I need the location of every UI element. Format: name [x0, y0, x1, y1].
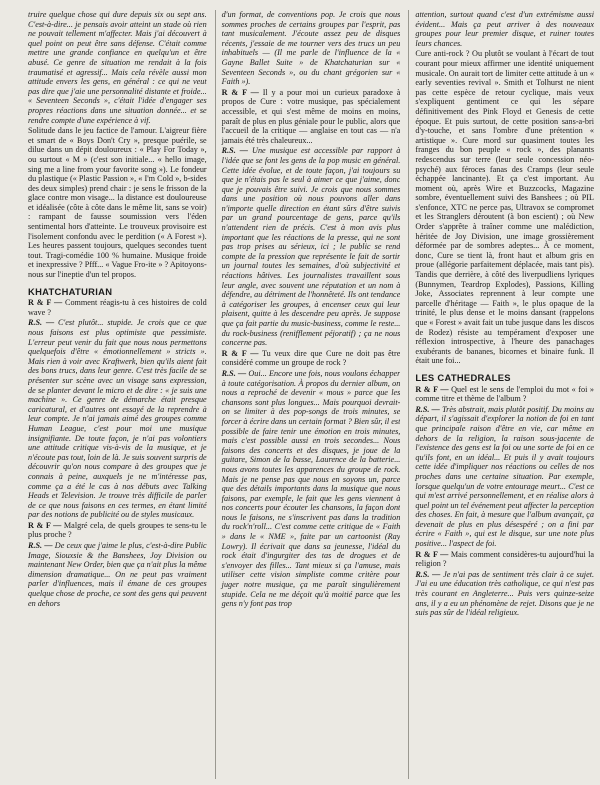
speaker-label: R & F — — [415, 384, 449, 394]
section-heading: LES CATHEDRALES — [415, 371, 511, 383]
answer — [28, 318, 207, 519]
speaker-label: R.S. — — [221, 368, 247, 378]
paragraph: d'un format, de conventions pop. Je crois que nous sommes proches de certains groupes par l'esprit, pas tant musicalement. J'écoute assez peu de disques récents, j'essaie de me tourner vers des trucs un peu inhabituels — (Il me parle de l'influence de la « Gayne Ballet Suite » de Khatchaturian sur « Seventeen Seconds », ou du chant grégorien sur « Faith »). — [221, 10, 401, 87]
answer — [222, 146, 401, 347]
column-1 — [28, 10, 207, 779]
answer — [415, 570, 594, 618]
column-3 — [408, 10, 594, 779]
answer — [28, 541, 207, 608]
speaker-label: R & F — — [221, 87, 259, 97]
question — [415, 550, 594, 569]
answer-text: C'est plutôt... stupide. Je crois que ce que nous faisons est plus optimiste que pessimiste. L'erreur peut venir du fait que nous nous permettons quelquefois d'être « émotionnellement » stricts ». Mais rien à voir avec Kraftwerk, bien qu'ils aient fait des bons trucs, dans leur genre. C'est très facile de se présenter sur scène avec un visage sans expression, de se planter devant le micro et de dire : « je suis une machine ». Ce genre de démarche était presque caricatural, et d'autres ont essayé de la reprendre à leur compte. Je n'ai jamais aimé des groupes comme Human League, c'est pour moi une musique insignifiante. De toute façon, je n'ai pas volontiers une attitude critique vis-à-vis de la musique, et je n'écoute pas tout, loin de là. Je suis souvent surpris de découvrir qu'on nous compare à des groupes que je connais à peine, auxquels je ne m'intéresse pas, comme ça a été le cas à nos débuts avec Talking Heads et Television. Je trouve très difficile de parler de ce que nous faisons en ces termes, en étant limité par des notions de publicité ou de styles musicaux. — [28, 318, 207, 520]
answer — [222, 369, 401, 609]
answer-text: De ceux que j'aime le plus, c'est-à-dire Public Image, Siouxsie & the Banshees, Joy Division ou maintenant New Order, bien que ça n'ait plus la même dimension dramatique... On ne peut pas vraiment parler d'influences, mais il émane de ces groupes quelque chose de proche, ce sont des gens qui peuvent en dehors — [28, 541, 207, 608]
answer-text: Une musique est accessible par rapport à l'idée que se font les gens de la pop music en général. Cette idée évolue, et de toute façon, j'ai toujours su que je n'étais pas le seul à aimer ce que j'aime, donc que je pouvais être suivi. Je crois que nous sommes dans une position où nous pouvons aller dans n'importe quelle direction en étant sûrs d'être suivis par un grand pourcentage de gens, parce qu'ils n'attendent rien de précis. C'est à mon avis plus important que les réactions de la presse, qui ne sont pas trop prises au sérieux, ici ; le public se rend compte de la pression que représente le fait de sortir un journal toutes les semaines, d'où subjectivité et réactions hâtives. Les journalistes travaillent sous leur angle, avec souvent une réputation et un nom à défendre, au détriment de l'honnêteté. Ils ont tendance à catégoriser les groupes, à encenser ceux qui leur plaisent, quitte à les descendre peu après. Je suppose que ça fait partie du music-business, comme le reste... du rock-business (renifflement péjoratif) ; ça ne nous concerne pas. — [221, 146, 401, 348]
answer — [415, 405, 594, 549]
paragraph: truire quelque chose qui dure depuis six ou sept ans. C'est-à-dire... je pensais avoir atteint un stade où rien ne pouvait tellement m'affecter. Mais j'ai découvert à quel point on peut être sans défense. C'était comme mettre une grande confiance en quelqu'un et être abusé. Ce genre de situation me rendait à la fois traumatisé et agressif... Mais cela révèle aussi mon attitude envers les gens, en général : ce qui ne veut pas dire que j'aie une personnalité distante et froide... « Seventeen Seconds », c'était l'idée d'engager ses propres réactions dans une situation donnée... et se rendre compte d'une expérience à vif. — [28, 10, 207, 125]
speaker-label: R & F — — [28, 298, 63, 308]
question — [222, 88, 401, 146]
answer-text: Très abstrait, mais plutôt positif. Du moins au départ, il s'agissait d'explorer la notion de foi en tant que principale raison d'être en vie, car même en dehors de la religion, la raison sous-jacente de l'existence des gens est la foi ou une sorte de foi en ce qu'ils font, en un idéal... Et puis il y avait toujours cette idée d'impliquer nos réactions ou celles de nos proches dans une certaine situation. Par exemple, lorsque quelqu'un de votre entourage meurt... C'est ce qui m'est arrivé personnellement, et en réalise alors à quel point un tel événement peut affecter la perception des choses. En fait, à mesure que l'album avançait, ça devenait de plus en plus désespéré ; on a fini par écrire « Faith », qui est le disque, sur une note plus positive... l'aspect de foi. — [415, 404, 595, 549]
paragraph: Solitude dans le jeu factice de l'amour. L'aigreur fière et smart de « Boys Don't Cry », presque puérile, se dilue dans un dépit douloureux : « Play For Today », ou surtout « M » (c'est son initiale... « hello image, sing me a line from your favorite song »). Le fondeur du plastique (« Plastic Passion », « I'm Cold », b-sides des deux simples) prend chair : je sens le frisson de la glace contre mon visage... la distance est douloureuse et idéalisée (côte à côte dans le même lit, sans se voir) : rampant de fausse soumission vers l'éden sentimental hors d'atteinte. Le trouveux provisoire est l'isolement confondu avec le perdition (« A Forest »). Les heures passent toujours, quelques secondes tuent tout. Tragi-comédie 100 % humaine. Musique froide et inexpressive ? Pfff... « Vague Fro-ite » ? Apitoyons-nous sur l'ineptie d'un tel propos. — [28, 126, 207, 280]
paragraph-text: anti-rock ? Ou plutôt se voulant à l'écart de tout courant pour mieux affirmer une identité uniquement musicale. On aurait tort de limiter cette attitude à un « early seventies revival ». Smith et Tolhurst ne nient pas cette espèce de retour cyclique, mais veux s'expliquent gentiment ce qui les sépare définitivement des Pink Floyd et Genesis de cette époque. Et puis surtout, de cette position sans-a-bri d'y-touche, et sans l'ombre d'une prétention « artistique ». Cure mord sur quasiment toutes les franges du bon peuple « rock », des planants redescendus sur terre (leur seule concession néo-psyché) aux féroces fanas des Cramps (leur seule échappée lancinante). Et ça c'est important. Au moment où, après Wire et Buzzcocks, Magazine sombre, éventuellement suivi des Banshees ; où PIL s'enfonce, XTC ne perce pas, Ultravox se compromet et les Stranglers déroutent (à bon escient) ; où New Order s'apprête à traîner comme une malédiction, héritée de Joy Division, une image grossièrement déformée par de sombres adeptes... À ce moment, donc, Cure se tient là, front haut et album gris en proue (allégorie parfaitement déplacée, mais tant pis). Tandis que derrière, à côté des liverpudliens lyriques (Bunnymen, Teardrop Explodes), Passions, Killing Joke, Associates reprennent à leur compte une parcelle d'héritage — Faith », le plus opaque de la trinité, le plus dense et le moins dansant (rappelons que « Forest » avait fait un tube jusque dans les discos de Rodez) résiste au tempérament d'exposer une réflexion introspective, à l'heure des panachages exubérants de bananes, bicornes et binaire funk. Il était une foi... — [415, 49, 595, 366]
paragraph: attention, surtout quand c'est d'un extrémisme aussi évident... Mais ça peut arriver à des nouveaux groupes pour leur premier disque, et ruiner toutes leurs chances. — [415, 10, 595, 48]
speaker-label: R.S. — — [28, 318, 55, 328]
question-text: Il y a pour moi un curieux paradoxe à propos de Cure : votre musique, pas spécialement accessible, et qui s'est même de moins en moins, paraît de plus en plus géniale pour le public, alors que l'accueil de la critique — anglaise en tout cas — n'a jamais été très chaleureux... — [221, 87, 401, 145]
answer-text: Je n'ai pas de sentiment très clair à ce sujet. J'ai eu une éducation très catholique, ce qui n'est pas très courant en Angleterre... Puis vers quinze-seize ans, il y a eu un phénomène de rejet. Disons que je ne suis pas sûr de l'idéal religieux. — [415, 569, 595, 618]
lead-word: Cure — [415, 49, 432, 59]
speaker-label: R & F — — [28, 520, 62, 530]
question — [415, 385, 594, 404]
speaker-label: R.S. — — [415, 404, 440, 414]
question-text: Quel est le sens de l'emploi du mot « foi » comme titre et thème de l'album ? — [415, 384, 595, 404]
question-text: Malgré cela, de quels groupes te sens-tu le plus proche ? — [28, 520, 207, 540]
question-text: Comment réagis-tu à ces histoires de cold wave ? — [28, 298, 207, 317]
speaker-label: R.S. — — [28, 541, 53, 551]
text-columns — [28, 10, 594, 779]
speaker-label: R & F — — [415, 549, 449, 559]
column-2 — [215, 10, 401, 779]
question-text: Tu veux dire que Cure ne doit pas être considéré comme un groupe de rock ? — [221, 348, 401, 368]
answer-text: Oui... Encore une fois, nous voulons échapper à toute catégorisation. À propos du dernier album, on nous a reproché de devenir « mous » parce que les chansons sont plus longues... Mais pourquoi devrait-on se limiter à des pop-songs de trois minutes, se forcer à écrire dans un certain format ? Bien sûr, il est possible de faire tenir une émotion en trois minutes, mais c'est possible aussi en trois secondes... Nous faisons des concerts et des disques, je joue de la guitare, Simon de la basse, Laurence de la batterie... nous avons toutes les apparences du groupe de rock. Mais je ne pense pas que nous en soyons un, parce que des détails importants dans la musique que nous faisons, par exemple, le fait que les gens viennent à nos concerts pour écouter les chansons, la façon dont nous le faisons, ne s'inscrivent pas dans la tradition du rock'n'roll... C'est comme cette critique de « Faith » dans le « NME », faite par un cartoonist (Ray Lowry). Il écrivait que dans sa jeunesse, l'idéal du rock était d'ingurgiter des tas de drogues et de s'envoyer des filles... Tant mieux si ça l'amuse, mais utiliser cette vision simpliste comme critère pour juger notre musique, ça me paraît singulièrement stupide. Cela ne me déçoit qu'à moitié parce que les gens n'y font pas trop — [221, 368, 401, 609]
question — [222, 349, 401, 368]
speaker-label: R.S. — — [221, 146, 248, 156]
section-heading: KHATCHATURIAN — [28, 285, 113, 297]
speaker-label: R.S. — — [415, 569, 441, 579]
question — [28, 298, 207, 317]
speaker-label: R & F — — [221, 348, 259, 358]
paragraph — [415, 49, 594, 366]
question — [28, 521, 207, 540]
question-text: Mais comment considères-tu aujourd'hui la religion ? — [415, 549, 595, 569]
